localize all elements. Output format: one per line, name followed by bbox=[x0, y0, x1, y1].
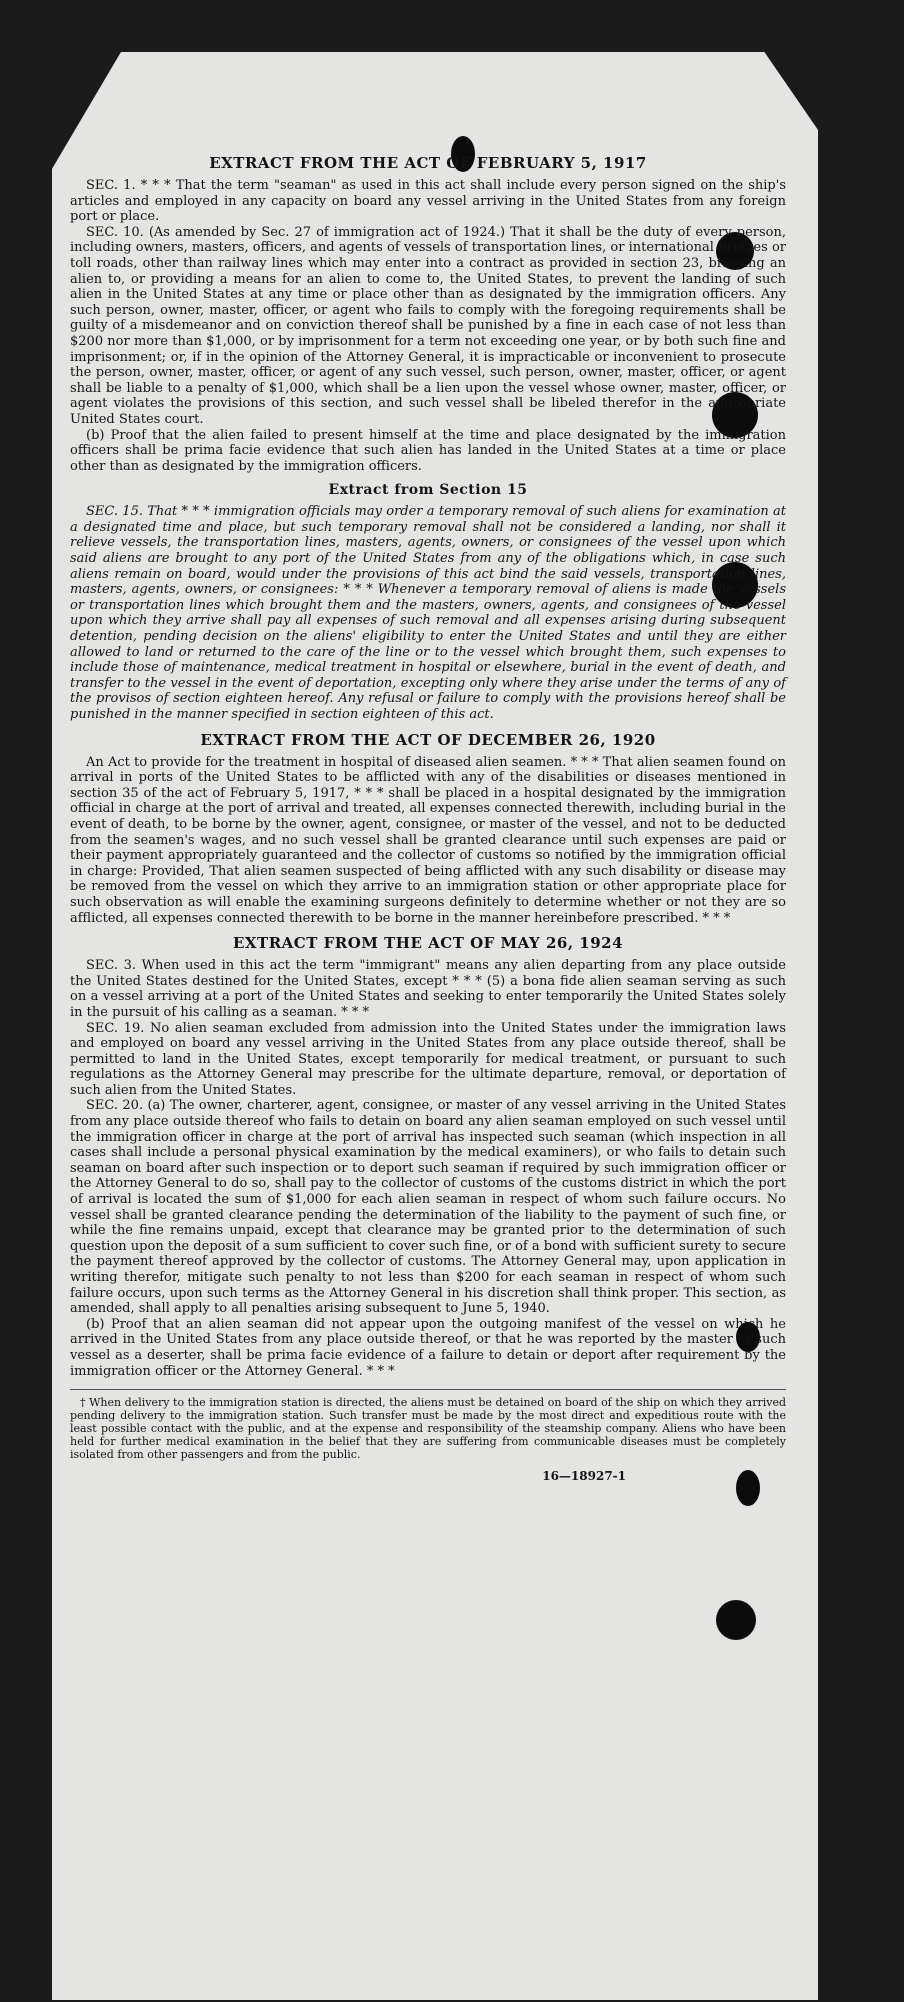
heading-1924: EXTRACT FROM THE ACT OF MAY 26, 1924 bbox=[232, 934, 624, 953]
paragraph: SEC. 10. (As amended by Sec. 27 of immigration act of 1924.) That it shall be the duty of every person, including owners, masters, officers, and agents of vessels of transportation lines, or international bridges or toll roads, other than railway lines which may enter into a contract as provided in section 23, bringing an alien to, or providing a means for an alien to come to, the United States, to prevent the landing of such alien in the United States at any time or place other than as designated by the immigration officers. Any such person, owner, master, officer, or agent who fails to comply with the foregoing requirements shall be guilty of a misdemeanor and on conviction thereof shall be punished by a fine in each case of not less than $200 nor more than $1,000, or by imprisonment for a term not exceeding one year, or by both such fine and imprisonment; or, if in the opinion of the Attorney General, it is impracticable or inconvenient to prosecute the person, owner, master, officer, or agent of any such vessel, such person, owner, master, officer, or agent shall be liable to a penalty of $1,000, which shall be a lien upon the vessel whose owner, master, officer, or agent violates the provisions of this section, and such vessel shall be libeled therefor in the appropriate United States court. bbox=[70, 224, 786, 427]
paragraph: SEC. 20. (a) The owner, charterer, agent, consignee, or master of any vessel arriving in the United States from any place outside thereof who fails to detain on board any alien seaman employed on such vessel until the immigration officer in charge at the port of arrival has inspected such seaman (which inspection in all cases shall include a personal physical examination by the medical examiners), or who fails to detain such seaman on board after such inspection or to deport such seaman if required by such immigration officer or the Attorney General to do so, shall pay to the collector of customs of the customs district in which the port of arrival is located the sum of $1,000 for each alien seaman in respect of whom such failure occurs. No vessel shall be granted clearance pending the determination of the liability to the payment of such fine, or while the fine remains unpaid, except that clearance may be granted prior to the determination of such question upon the deposit of a sum sufficient to cover such fine, or of a bond with sufficient surety to secure the payment thereof approved by the collector of customs. The Attorney General may, upon application in writing therefor, mitigate such penalty to not less than $200 for each seaman in respect of whom such failure occurs, upon such terms as the Attorney General in his discretion shall think proper. This section, as amended, shall apply to all penalties arising subsequent to June 5, 1940. bbox=[70, 1098, 786, 1317]
paragraph: An Act to provide for the treatment in hospital of diseased alien seamen. * * * That alien seamen found on arrival in ports of the United States to be afflicted with any of the disabilities or diseases mentioned in section 35 of the act of February 5, 1917, * * * shall be placed in a hospital designated by the immigration official in charge at the port of arrival and treated, all expenses connected therewith, including burial in the event of death, to be borne by the owner, agent, consignee, or master of the vessel, and not to be deducted from the seamen's wages, and no such vessel shall be granted clearance until such expenses are paid or their payment appropriately guaranteed and the collector of customs so notified by the immigration official in charge: Provided, That alien seamen suspected of being afflicted with any such disability or disease may be removed from the vessel on which they arrive to an immigration station or other appropriate place for such observation as will enable the examining surgeons definitely to determine whether or not they are so afflicted, all expenses connected therewith to be borne in the manner hereinbefore prescribed. * * * bbox=[70, 754, 786, 926]
paragraph: SEC. 3. When used in this act the term "immigrant" means any alien departing from any place outside the United States destined for the United States, except * * * (5) a bona fide alien seaman serving as such on a vessel arriving at a port of the United States and seeking to enter temporarily the United States solely in the pursuit of his calling as a seaman. * * * bbox=[70, 958, 786, 1020]
paragraph: SEC. 19. No alien seaman excluded from admission into the United States under the immigration laws and employed on board any vessel arriving in the United States from any place outside thereof, shall be permitted to land in the United States, except temporarily for medical treatment, or pursuant to such regulations as the Attorney General may prescribe for the ultimate departure, removal, or deportation of such alien from the United States. bbox=[70, 1020, 786, 1098]
paragraph: SEC. 1. * * * That the term "seaman" as used in this act shall include every person signed on the ship's articles and employed in any capacity on board any vessel arriving in the United States from any foreign port or place. bbox=[70, 178, 786, 225]
footnote bbox=[70, 1389, 786, 1461]
form-number: 16—18927-1 bbox=[542, 1469, 626, 1484]
heading-section-15: Extract from Section 15 bbox=[328, 482, 528, 499]
heading-1917: EXTRACT FROM THE ACT OF FEBRUARY 5, 1917 bbox=[209, 154, 647, 172]
paragraph: (b) Proof that an alien seaman did not appear upon the outgoing manifest of the vessel on which he arrived in the United States from any place outside thereof, or that he was reported by the master of such vessel as a deserter, shall be prima facie evidence of a failure to detain or deport after requirement by the immigration officer or the Attorney General. * * * bbox=[70, 1316, 786, 1379]
document-content bbox=[70, 154, 786, 1483]
punch-hole bbox=[716, 1600, 756, 1640]
paragraph: (b) Proof that the alien failed to present himself at the time and place designated by the immigration officers shall be prima facie evidence that such alien has landed in the United States at a time or place other than as designated by the immigration officers. bbox=[70, 427, 786, 474]
footnote-text: † When delivery to the immigration station is directed, the aliens must be detained on board of the ship on which they arrived pending delivery to the immigration station. Such transfer must be made by the most direct and expeditious route with the least possible contact with the public, and at the expense and responsibility of the steamship company. Aliens who have been held for further medical examination in the belief that they are suffering from communicable diseases must be completely isolated from other passengers and from the public. bbox=[70, 1396, 786, 1462]
heading-1920: EXTRACT FROM THE ACT OF DECEMBER 26, 1920 bbox=[200, 730, 656, 749]
paragraph: SEC. 15. That * * * immigration officials may order a temporary removal of such aliens for examination at a designated time and place, but such temporary removal shall not be considered a landing, nor shall it relieve vessels, the transportation lines, masters, agents, owners, or consignees of the vessel upon which said aliens are brought to any port of the United States from any of the obligations which, in case such aliens remain on board, would under the provisions of this act bind the said vessels, transportation lines, masters, agents, owners, or consignees: * * * Whenever a temporary removal of aliens is made the vessels or transportation lines which brought them and the masters, owners, agents, and consignees of the vessel upon which they arrive shall pay all expenses of such removal and all expenses arising during subsequent detention, pending decision on the aliens' eligibility to enter the United States and until they are either allowed to land or returned to the care of the line or to the vessel which brought them, such expenses to include those of maintenance, medical treatment in hospital or elsewhere, burial in the event of death, and transfer to the vessel in the event of deportation, excepting only where they arise under the terms of any of the provisos of section eighteen hereof. Any refusal or failure to comply with the provisions hereof shall be punished in the manner specified in section eighteen of this act. bbox=[70, 504, 786, 722]
